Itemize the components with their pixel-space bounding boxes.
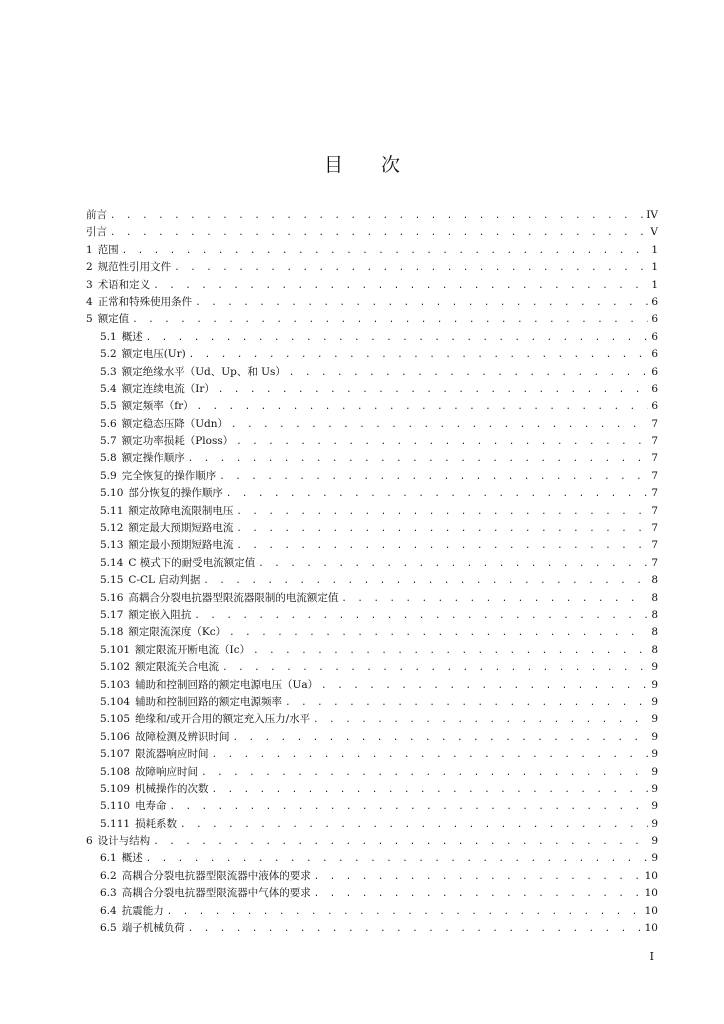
dot-leader [341,591,648,608]
toc-entry-label: 高耦合分裂电抗器型限流器中液体的要求 [121,869,311,882]
toc-entry[interactable] [86,468,658,485]
page-title: 目 次 [323,154,400,176]
toc-entry-label: 额定连续电流（Ir） [121,382,215,395]
dot-leader [236,504,648,521]
toc-entry-page: 6 [651,330,658,343]
toc-entry-page: 6 [651,295,658,308]
toc-entry-label: 额定功率损耗（Ploss） [121,435,234,448]
toc-entry-page: 9 [651,852,658,865]
toc-entry-number: 5.1 [100,330,117,343]
dot-leader [219,469,648,486]
toc-entry[interactable] [86,746,658,763]
toc-entry-page: 9 [651,661,658,674]
toc-entry-label: 前言 [86,209,107,221]
toc-entry-number: 5.4 [100,382,117,395]
toc-entry-label: 术语和定义 [97,278,151,291]
dot-leader [314,869,642,886]
toc-entry-page: 6 [651,400,658,413]
toc-entry-number: 5.111 [100,817,131,830]
dot-leader [212,747,649,764]
toc-entry[interactable] [86,885,658,902]
toc-entry-label: 规范性引用文件 [97,261,172,274]
toc-entry-label: 机械操作的次数 [135,782,209,795]
toc-entry[interactable] [86,677,658,694]
toc-entry-page: 7 [651,504,658,517]
toc-entry-number: 6 [86,835,93,848]
toc-entry-label: 电寿命 [135,800,167,813]
toc-entry-label: 引言 [86,226,107,239]
dot-leader [174,260,648,277]
toc-entry[interactable] [86,242,658,259]
toc-entry[interactable] [86,903,658,920]
toc-entry-number: 5.109 [100,782,131,795]
toc-entry-number: 3 [86,278,93,291]
dot-leader [188,921,642,938]
toc-entry-label: 端子机械负荷 [121,922,185,935]
toc-entry-page: 8 [651,626,658,639]
dot-leader [132,312,648,329]
toc-entry-number: 5.105 [100,713,131,726]
dot-leader [253,643,648,660]
dot-leader [110,225,647,242]
toc-entry-number: 5.108 [100,765,131,778]
toc-entry-label: 额定限流开断电流（Ic） [135,643,251,656]
toc-entry[interactable] [86,607,658,624]
toc-entry[interactable] [86,398,658,415]
dot-leader [153,278,648,295]
dot-leader [314,886,642,903]
toc-entry-page: 9 [651,748,658,761]
dot-leader [167,904,642,921]
toc-entry-page: 6 [651,365,658,378]
dot-leader [231,417,648,434]
toc-entry-page: IV [646,209,658,221]
toc-entry-label: 限流器响应时间 [135,748,209,761]
toc-entry[interactable] [86,311,658,328]
dot-leader [212,782,649,799]
toc-entry-label: 辅助和控制回路的额定电源电压（Ua） [135,678,319,691]
toc-entry-label: 范围 [97,243,119,256]
toc-entry-label: 故障检测及辨识时间 [135,730,230,743]
toc-entry[interactable] [86,294,658,311]
toc-entry-page: 10 [644,887,658,900]
toc-entry[interactable] [86,277,658,294]
toc-entry-page: 9 [651,695,658,708]
toc-entry-number: 5.104 [100,695,131,708]
toc-entry-page: 7 [651,556,658,569]
dot-leader [110,208,643,225]
toc-entry-page: 8 [651,608,658,621]
toc-entry-number: 5.14 [100,556,124,569]
toc-entry-label: 辅助和控制回路的额定电源频率 [135,695,283,708]
toc-entry-page: 1 [651,278,658,291]
toc-entry-label: 额定绝缘水平（Ud、Up、和 Us） [121,365,286,378]
toc-entry-label: C 模式下的耐受电流额定值 [128,556,256,569]
toc-entry[interactable] [86,450,658,467]
toc-entry-label: 绝缘和/或开合用的额定充入压力/水平 [135,713,311,726]
toc-entry-label: 高耦合分裂电抗器型限流器限制的电流额定值 [128,591,339,604]
dot-leader [236,538,648,555]
toc-entry-number: 5.10 [100,487,124,500]
dot-leader [189,347,649,364]
toc-entry[interactable] [86,537,658,554]
toc-entry[interactable] [86,503,658,520]
toc-entry-label: 概述 [121,852,143,865]
toc-entry-label: 额定稳态压降（Udn） [121,417,229,430]
toc-entry-label: 额定值 [97,313,130,326]
toc-entry-page: 7 [651,522,658,535]
toc-entry-number: 5.8 [100,452,117,465]
toc-entry[interactable] [86,572,658,589]
toc-entry-page: 1 [651,261,658,274]
dot-leader [146,851,649,868]
toc-entry-page: 6 [651,313,658,326]
toc-entry-page: 7 [651,469,658,482]
toc-entry-number: 5.13 [100,539,124,552]
toc-entry[interactable] [86,590,658,607]
toc-entry[interactable] [86,798,658,815]
toc-entry-label: 额定嵌入阻抗 [128,608,192,621]
dot-leader [236,434,648,451]
toc-entry-label: 正常和特殊使用条件 [97,295,193,308]
toc-entry-page: 6 [651,382,658,395]
toc-entry[interactable] [86,207,658,224]
toc-entry-label: 概述 [121,330,143,343]
dot-leader [229,625,648,642]
toc-entry[interactable] [86,433,658,450]
toc-entry[interactable] [86,224,658,241]
toc-entry-page: 9 [651,713,658,726]
toc-entry-number: 5.5 [100,400,117,413]
toc-entry-number: 5.15 [100,574,124,587]
toc-entry[interactable] [86,729,658,746]
dot-leader [203,573,648,590]
dot-leader [258,556,648,573]
toc-entry-number: 5.6 [100,417,117,430]
toc-entry[interactable] [86,659,658,676]
toc-entry-number: 5 [86,313,93,326]
toc-entry[interactable] [86,694,658,711]
toc-entry-label: 故障响应时间 [135,765,199,778]
toc-entry-label: 额定电压(Ur) [121,348,186,361]
toc-entry-label: 抗震能力 [121,904,164,917]
toc-entry-number: 5.103 [100,678,131,691]
toc-entry[interactable] [86,485,658,502]
dot-leader [188,451,649,468]
toc-entry-label: 额定最大预期短路电流 [128,522,234,535]
toc-entry[interactable] [86,816,658,833]
toc-entry[interactable] [86,381,658,398]
dot-leader [201,765,648,782]
toc-entry-label: 部分恢复的操作顺序 [128,487,223,500]
toc-entry-number: 5.11 [100,504,124,517]
toc-entry[interactable] [86,416,658,433]
toc-entry-label: 损耗系数 [135,817,178,830]
toc-entry-page: 9 [651,730,658,743]
toc-entry-page: 8 [651,591,658,604]
toc-entry-number: 5.3 [100,365,117,378]
dot-leader [289,365,648,382]
toc-entry[interactable] [86,764,658,781]
page-number: I [649,950,654,963]
toc-entry-label: 设计与结构 [97,835,151,848]
toc-entry-label: 完全恢复的操作顺序 [121,469,217,482]
toc-entry-number: 5.17 [100,608,124,621]
toc-entry-page: V [650,226,658,239]
dot-leader [122,243,649,260]
toc-entry-label: 额定最小预期短路电流 [128,539,234,552]
toc-entry-label: 额定频率（fr） [121,400,194,413]
toc-entry-number: 5.110 [100,800,131,813]
toc-entry-number: 6.3 [100,887,117,900]
toc-entry-page: 10 [644,922,658,935]
toc-entry-number: 5.102 [100,661,131,674]
toc-entry-label: 额定故障电流限制电压 [128,504,234,517]
toc-entry[interactable] [86,259,658,276]
dot-leader [236,521,648,538]
toc-entry-page: 9 [651,765,658,778]
toc-entry[interactable] [86,850,658,867]
toc-entry-number: 5.12 [100,522,124,535]
toc-entry[interactable] [86,868,658,885]
toc-entry-page: 9 [651,817,658,830]
toc-entry-number: 5.9 [100,469,117,482]
dot-leader [321,678,648,695]
dot-leader [222,660,648,677]
toc-entry-page: 9 [651,678,658,691]
toc-entry-page: 1 [651,243,658,256]
toc-entry-number: 6.4 [100,904,117,917]
toc-entry-number: 5.101 [100,643,131,656]
toc-entry[interactable] [86,329,658,346]
toc-entry-page: 7 [651,435,658,448]
toc-entry-number: 2 [86,261,93,274]
toc-entry[interactable] [86,364,658,381]
toc-entry[interactable] [86,520,658,537]
toc-entry-label: 额定限流深度（Kc） [128,626,227,639]
toc-entry-number: 5.106 [100,730,131,743]
toc-entry-page: 6 [651,348,658,361]
dot-leader [218,382,648,399]
toc-entry-number: 6.2 [100,869,117,882]
toc-entry-page: 8 [651,574,658,587]
dot-leader [195,295,648,312]
toc-entry-page: 7 [651,417,658,430]
dot-leader [313,712,648,729]
toc-entry-number: 5.16 [100,591,124,604]
dot-leader [146,330,649,347]
toc-entry-page: 7 [651,539,658,552]
toc-entry[interactable] [86,781,658,798]
dot-leader [226,486,648,503]
toc-entry-number: 1 [86,243,93,256]
toc-entry-page: 10 [644,904,658,917]
toc-entry-page: 9 [651,835,658,848]
table-of-contents [86,207,658,937]
toc-entry-label: 额定操作顺序 [121,452,185,465]
toc-entry-number: 5.7 [100,435,117,448]
toc-entry-page: 8 [651,643,658,656]
toc-entry-label: 额定限流关合电流 [135,661,220,674]
toc-entry-page: 7 [651,487,658,500]
toc-entry-number: 6.1 [100,852,117,865]
toc-entry[interactable] [86,555,658,572]
toc-entry-number: 5.107 [100,748,131,761]
toc-entry-page: 9 [651,782,658,795]
toc-entry-number: 5.18 [100,626,124,639]
dot-leader [180,817,648,834]
toc-entry-page: 10 [644,869,658,882]
toc-entry-label: 高耦合分裂电抗器型限流器中气体的要求 [121,887,311,900]
dot-leader [170,799,649,816]
toc-entry[interactable] [86,833,658,850]
toc-entry[interactable] [86,346,658,363]
dot-leader [233,730,649,747]
toc-entry[interactable] [86,920,658,937]
toc-entry[interactable] [86,711,658,728]
toc-entry-number: 4 [86,295,93,308]
toc-entry-number: 5.2 [100,348,117,361]
toc-entry-page: 7 [651,452,658,465]
dot-leader [153,834,648,851]
toc-entry-number: 6.5 [100,922,117,935]
toc-entry[interactable] [86,624,658,641]
toc-entry-page: 9 [651,800,658,813]
dot-leader [194,608,648,625]
toc-entry-label: C-CL 启动判据 [128,574,201,587]
dot-leader [285,695,648,712]
toc-entry[interactable] [86,642,658,659]
dot-leader [197,399,649,416]
